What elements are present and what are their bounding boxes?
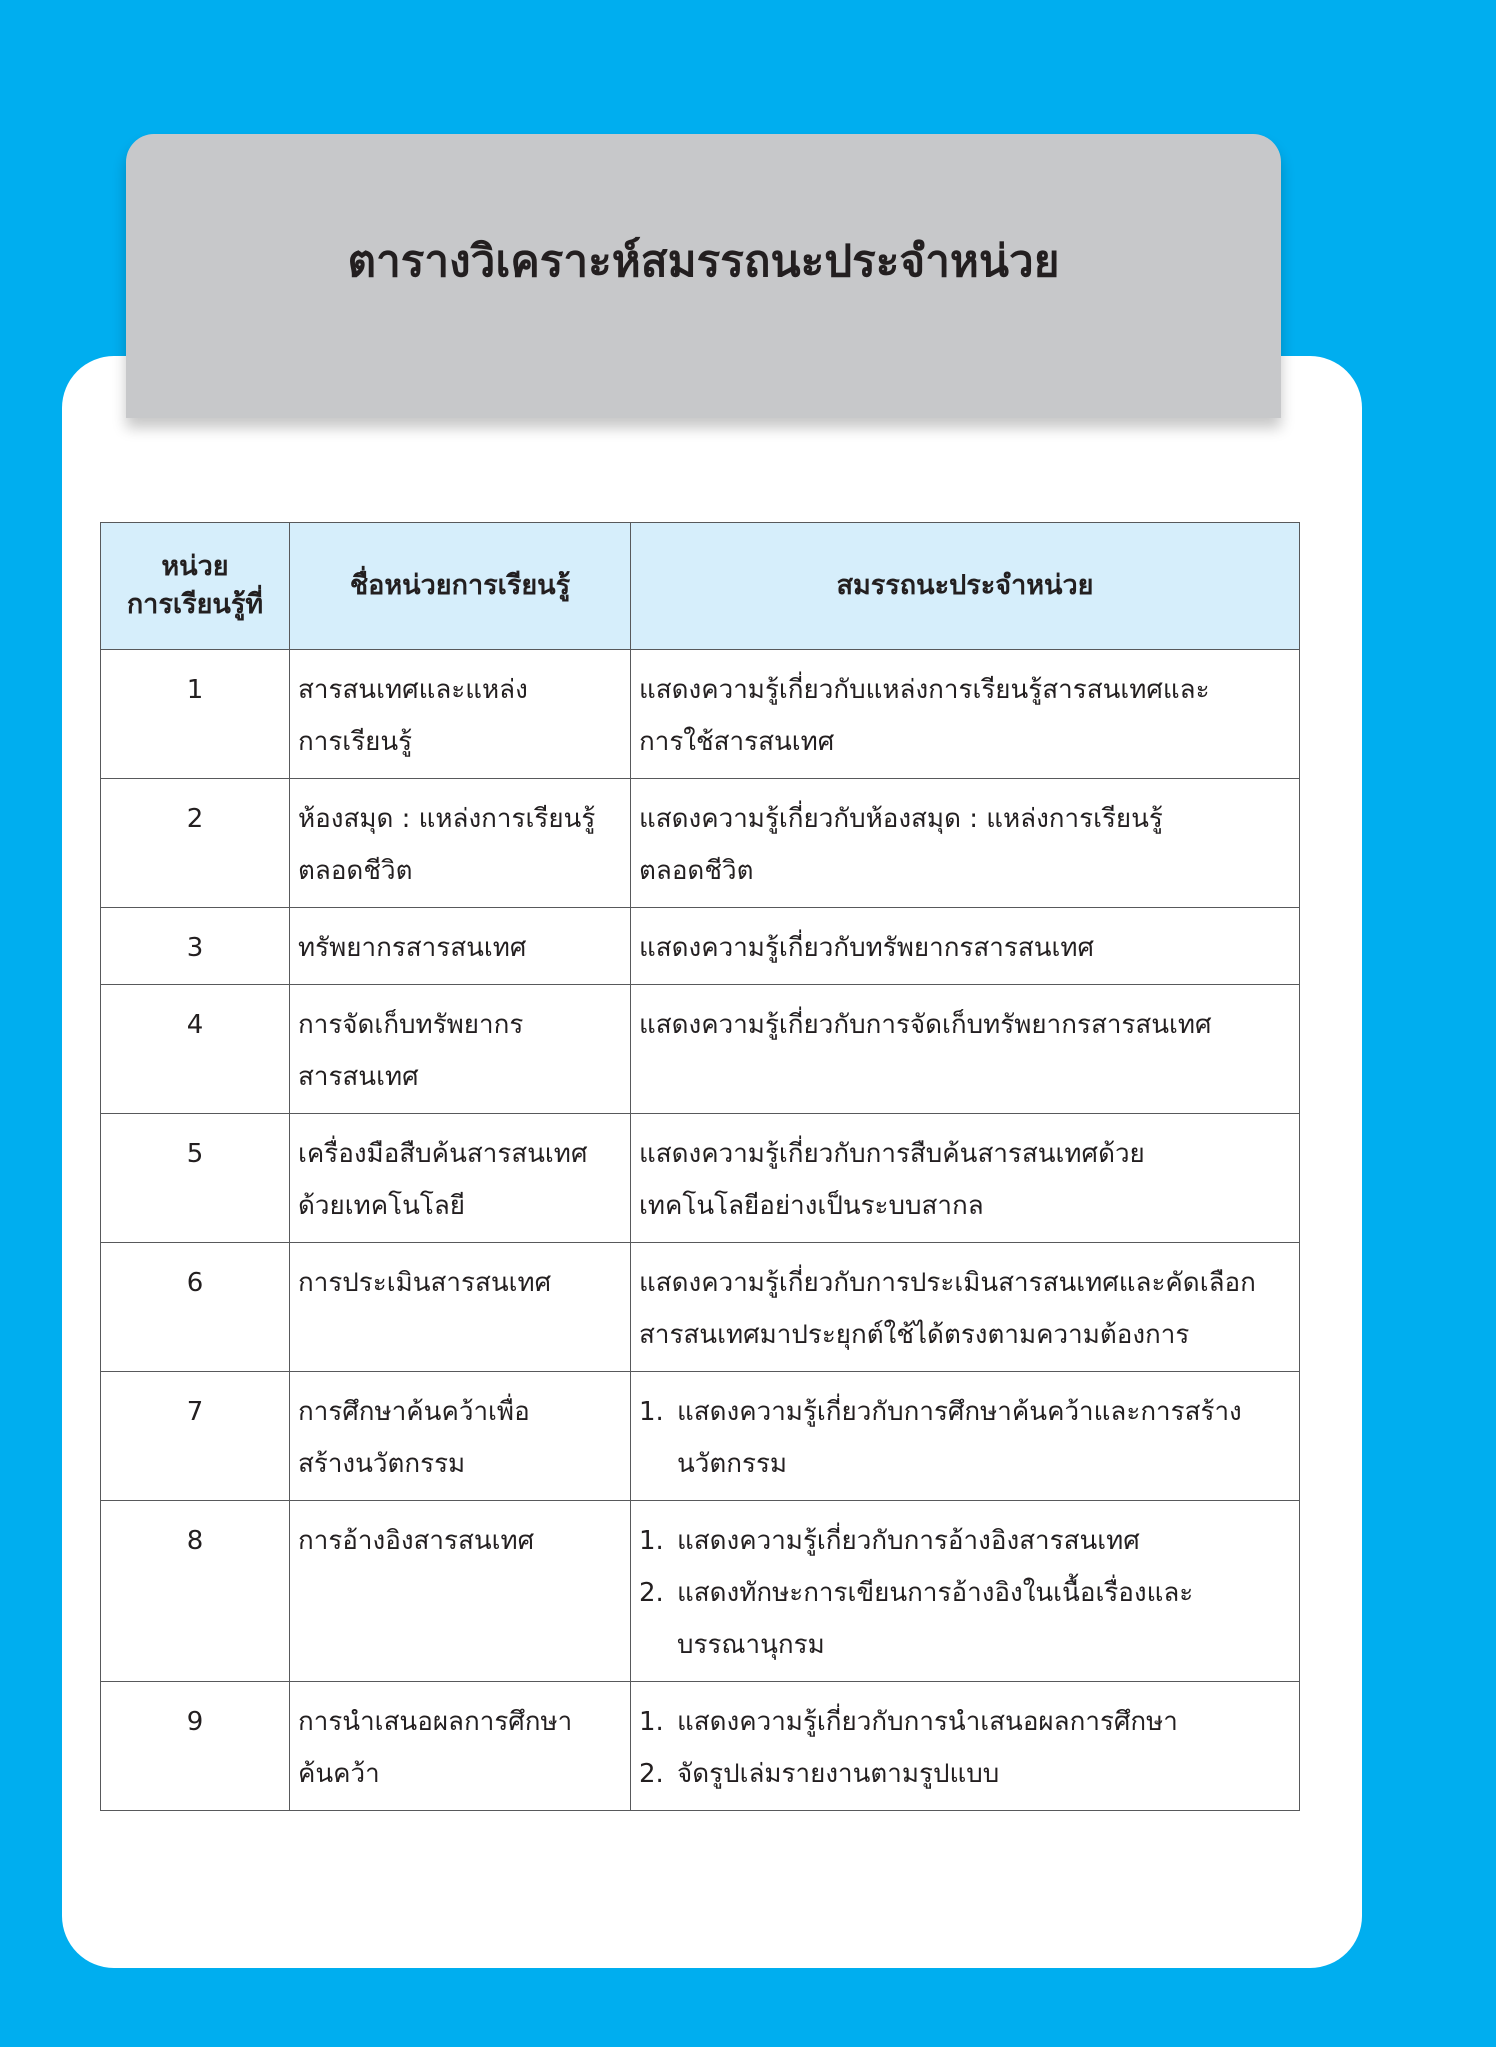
list-item-number: 1. [639,1397,664,1427]
list-item-line: แสดงความรู้เกี่ยวกับการศึกษาค้นคว้าและการสร้าง [677,1397,1242,1427]
header-unit-name: ชื่อหน่วยการเรียนรู้ [290,523,631,650]
table-row [101,779,1300,908]
list-item-line: บรรณานุกรม [677,1630,825,1660]
competency-list [639,1515,1291,1671]
unit-name-line: ค้นคว้า [298,1759,380,1789]
list-item-text [677,1748,1291,1800]
unit-number: 6 [101,1243,290,1372]
unit-name-line: สร้างนวัตกรรม [298,1449,466,1479]
competency-list-item [639,1515,1291,1567]
table-header [101,523,1300,650]
unit-number: 9 [101,1682,290,1811]
unit-name-line: การศึกษาค้นคว้าเพื่อ [298,1397,530,1427]
unit-competency [631,985,1300,1114]
competency-line: เทคโนโลยีอย่างเป็นระบบสากล [639,1191,984,1221]
competency-list [639,1386,1291,1490]
unit-name-line: ทรัพยากรสารสนเทศ [298,933,527,963]
unit-name-line: ตลอดชีวิต [298,856,413,886]
list-item-text [677,1567,1291,1671]
unit-name [290,650,631,779]
competency-line: แสดงความรู้เกี่ยวกับแหล่งการเรียนรู้สารสนเทศและ [639,675,1210,705]
table-row [101,1114,1300,1243]
table-body [101,650,1300,1811]
list-item-number: 1. [639,1707,664,1737]
list-item-line: แสดงความรู้เกี่ยวกับการนำเสนอผลการศึกษา [677,1707,1178,1737]
table-row [101,650,1300,779]
competency-line: การใช้สารสนเทศ [639,727,835,757]
unit-number: 3 [101,908,290,985]
competency-list-item [639,1386,1291,1490]
header-competency: สมรรถนะประจำหน่วย [631,523,1300,650]
unit-name-line: สารสนเทศและแหล่ง [298,675,528,705]
table-row [101,908,1300,985]
list-item-line: จัดรูปเล่มรายงานตามรูปแบบ [677,1759,1000,1789]
unit-name [290,1501,631,1682]
header-unit-no-line2: การเรียนรู้ที่ [126,589,264,620]
unit-name [290,1243,631,1372]
header-unit-no-line1: หน่วย [161,551,229,583]
competency-line: แสดงความรู้เกี่ยวกับห้องสมุด : แหล่งการเรียนรู้ [639,804,1163,834]
page-title: ตารางวิเคราะห์สมรรถนะประจำหน่วย [347,236,1060,287]
unit-competency [631,1372,1300,1501]
unit-competency [631,1501,1300,1682]
unit-number: 7 [101,1372,290,1501]
unit-number: 1 [101,650,290,779]
unit-number: 4 [101,985,290,1114]
unit-name [290,1682,631,1811]
unit-name [290,1372,631,1501]
unit-number: 8 [101,1501,290,1682]
competency-line: ตลอดชีวิต [639,856,754,886]
table-row [101,1372,1300,1501]
unit-name-line: สารสนเทศ [298,1062,419,1092]
competency-line: แสดงความรู้เกี่ยวกับการประเมินสารสนเทศและคัดเลือก [639,1268,1256,1298]
list-item-text [677,1386,1291,1490]
table-row [101,985,1300,1114]
unit-competency [631,650,1300,779]
competency-list-item [639,1748,1291,1800]
unit-name-line: การเรียนรู้ [298,727,413,757]
list-item-text [677,1696,1291,1748]
unit-name-line: การอ้างอิงสารสนเทศ [298,1526,535,1556]
unit-competency [631,1114,1300,1243]
unit-competency [631,1682,1300,1811]
list-item-line: แสดงทักษะการเขียนการอ้างอิงในเนื้อเรื่องและ [677,1578,1194,1608]
unit-competency [631,908,1300,985]
unit-competency [631,1243,1300,1372]
unit-name-line: เครื่องมือสืบค้นสารสนเทศ [298,1139,588,1169]
list-item-number: 2. [639,1578,664,1608]
unit-name-line: การนำเสนอผลการศึกษา [298,1707,573,1737]
list-item-number: 1. [639,1526,664,1556]
unit-name-line: การประเมินสารสนเทศ [298,1268,552,1298]
table-row [101,1682,1300,1811]
unit-name [290,908,631,985]
unit-name-line: ด้วยเทคโนโลยี [298,1191,466,1221]
competency-table [100,522,1300,1811]
header-row [101,523,1300,650]
list-item-line: นวัตกรรม [677,1449,788,1479]
competency-line: แสดงความรู้เกี่ยวกับทรัพยากรสารสนเทศ [639,933,1094,963]
list-item-number: 2. [639,1759,664,1789]
unit-name [290,1114,631,1243]
unit-name [290,985,631,1114]
competency-list-item [639,1696,1291,1748]
table-row [101,1243,1300,1372]
unit-number: 5 [101,1114,290,1243]
unit-number: 2 [101,779,290,908]
competency-line: สารสนเทศมาประยุกต์ใช้ได้ตรงตามความต้องการ [639,1320,1190,1350]
competency-line: แสดงความรู้เกี่ยวกับการจัดเก็บทรัพยากรสารสนเทศ [639,1010,1212,1040]
unit-name-line: ห้องสมุด : แหล่งการเรียนรู้ [298,804,596,834]
list-item-line: แสดงความรู้เกี่ยวกับการอ้างอิงสารสนเทศ [677,1526,1140,1556]
header-unit-no [101,523,290,650]
competency-line: แสดงความรู้เกี่ยวกับการสืบค้นสารสนเทศด้วย [639,1139,1145,1169]
table-row [101,1501,1300,1682]
list-item-text [677,1515,1291,1567]
competency-list-item [639,1567,1291,1671]
unit-name-line: การจัดเก็บทรัพยากร [298,1010,524,1040]
competency-list [639,1696,1291,1800]
unit-competency [631,779,1300,908]
unit-name [290,779,631,908]
